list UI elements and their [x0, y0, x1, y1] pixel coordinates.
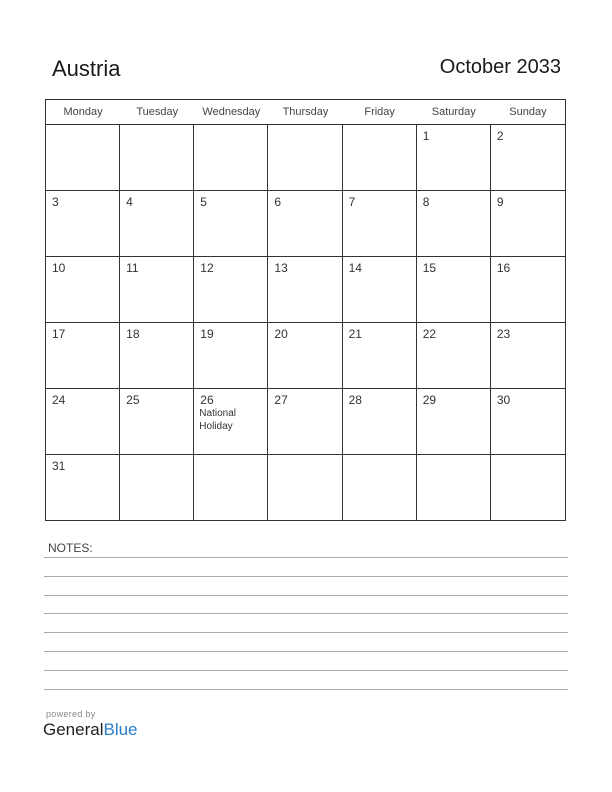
day-number: 2: [496, 129, 504, 143]
day-cell[interactable]: [491, 125, 565, 190]
day-cell[interactable]: [417, 455, 491, 520]
day-number: 22: [422, 327, 437, 341]
day-cell[interactable]: [268, 389, 342, 454]
day-cell[interactable]: [491, 389, 565, 454]
note-line: [44, 689, 568, 690]
day-cell[interactable]: [120, 323, 194, 388]
note-line: [44, 557, 568, 558]
note-line: [44, 576, 568, 577]
day-cell[interactable]: [268, 257, 342, 322]
day-cell[interactable]: [194, 125, 268, 190]
day-cell[interactable]: [491, 191, 565, 256]
brand-general: General: [43, 720, 104, 739]
day-number: 24: [52, 393, 66, 407]
day-number: 25: [126, 393, 140, 407]
note-line: [44, 632, 568, 633]
day-number: 31: [52, 459, 66, 473]
week-row: [46, 455, 565, 520]
weekday-label: Wednesday: [202, 106, 261, 118]
day-number: 1: [422, 129, 430, 143]
day-cell[interactable]: [491, 455, 565, 520]
day-number: 14: [348, 261, 362, 275]
day-cell[interactable]: [343, 257, 417, 322]
day-cell[interactable]: [46, 125, 120, 190]
brand-logo[interactable]: [43, 720, 138, 740]
day-number: 18: [126, 327, 140, 341]
day-cell[interactable]: [120, 125, 194, 190]
day-number: 9: [496, 195, 504, 209]
day-number: 20: [274, 327, 288, 341]
day-number: 4: [126, 195, 133, 209]
day-cell[interactable]: [120, 191, 194, 256]
day-number: 19: [200, 327, 214, 341]
day-number: 13: [274, 261, 288, 275]
day-number: 29: [422, 393, 437, 407]
day-number: 7: [348, 195, 356, 209]
day-number: 12: [200, 261, 214, 275]
country-title: Austria: [52, 56, 121, 81]
weekday-label: Saturday: [431, 106, 476, 118]
day-number: 8: [422, 195, 430, 209]
day-cell[interactable]: [417, 389, 491, 454]
day-cell[interactable]: [194, 455, 268, 520]
day-cell[interactable]: [417, 257, 491, 322]
day-cell[interactable]: [120, 257, 194, 322]
week-row: [46, 389, 565, 455]
week-row: [46, 191, 565, 257]
day-cell[interactable]: [343, 191, 417, 256]
day-number: 5: [200, 195, 207, 209]
day-cell[interactable]: [491, 323, 565, 388]
day-cell[interactable]: [194, 323, 268, 388]
day-cell[interactable]: [343, 389, 417, 454]
day-cell[interactable]: [46, 389, 120, 454]
day-number: 23: [496, 327, 511, 341]
day-cell[interactable]: [194, 191, 268, 256]
weekday-label: Monday: [63, 106, 103, 118]
day-number: 6: [274, 195, 282, 209]
day-cell[interactable]: [194, 389, 268, 454]
holiday-label: National Holiday: [199, 408, 236, 432]
brand-blue: Blue: [103, 720, 138, 739]
weekday-label: Sunday: [509, 106, 547, 118]
day-number: 15: [422, 261, 437, 275]
day-number: 26: [200, 393, 214, 407]
day-cell[interactable]: [268, 455, 342, 520]
day-cell[interactable]: [46, 257, 120, 322]
day-number: 11: [126, 261, 139, 275]
day-cell[interactable]: [46, 323, 120, 388]
calendar-grid: [45, 99, 566, 521]
day-cell[interactable]: [268, 323, 342, 388]
weekday-label: Friday: [364, 106, 395, 118]
day-cell[interactable]: [491, 257, 565, 322]
day-number: 28: [348, 393, 362, 407]
day-number: 17: [52, 327, 66, 341]
day-cell[interactable]: [268, 191, 342, 256]
day-cell[interactable]: [46, 191, 120, 256]
day-cell[interactable]: [343, 455, 417, 520]
note-line: [44, 595, 568, 596]
day-cell[interactable]: [417, 125, 491, 190]
day-number: 27: [274, 393, 288, 407]
day-cell[interactable]: [120, 455, 194, 520]
week-row: [46, 125, 565, 191]
day-cell[interactable]: [343, 323, 417, 388]
day-cell[interactable]: [46, 455, 120, 520]
weeks-container: [46, 125, 565, 520]
powered-by-text: powered by: [46, 709, 96, 719]
day-number: 3: [52, 195, 59, 209]
day-number: 10: [52, 261, 66, 275]
month-title: October 2033: [439, 56, 561, 78]
day-cell[interactable]: [343, 125, 417, 190]
day-cell[interactable]: [268, 125, 342, 190]
day-cell[interactable]: [194, 257, 268, 322]
day-number: 21: [348, 327, 362, 341]
note-line: [44, 670, 568, 671]
day-cell[interactable]: [120, 389, 194, 454]
week-row: [46, 323, 565, 389]
notes-label: NOTES:: [48, 541, 93, 555]
weekday-label: Tuesday: [136, 106, 179, 118]
weekday-label: Thursday: [282, 106, 329, 118]
day-number: 30: [496, 393, 511, 407]
day-cell[interactable]: [417, 323, 491, 388]
day-cell[interactable]: [417, 191, 491, 256]
day-number: 16: [496, 261, 511, 275]
note-line: [44, 651, 568, 652]
note-line: [44, 613, 568, 614]
week-row: [46, 257, 565, 323]
weekday-header-row: [46, 100, 565, 125]
